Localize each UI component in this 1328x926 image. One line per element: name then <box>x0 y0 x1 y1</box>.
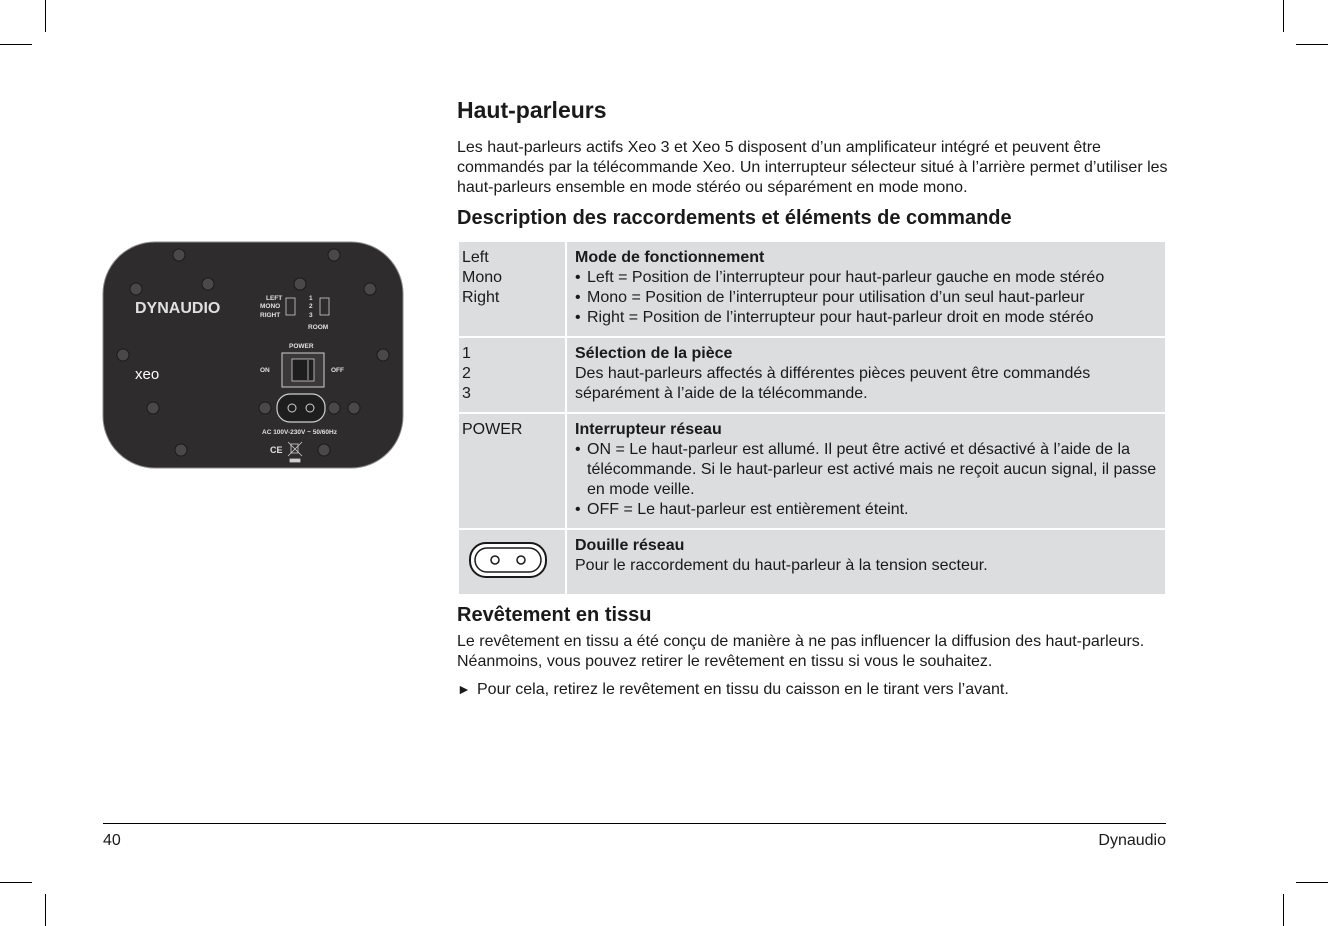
crop-mark <box>1283 894 1284 926</box>
screw <box>364 283 376 295</box>
label-mono: Mono <box>462 269 503 286</box>
row-label-cell <box>458 413 566 529</box>
power-switch[interactable] <box>292 359 314 381</box>
fabric-paragraph: Le revêtement en tissu a été conçu de manière à ne pas influencer la diffusion des haut-parleurs. Néanmoins, vous pouvez retirer le revêtement en tissu si vous le souhaitez. <box>457 633 1145 670</box>
table-row <box>458 413 1166 529</box>
row-label-cell <box>458 337 566 413</box>
instruction-text: Pour cela, retirez le revêtement en tissu du caisson en le tirant vers l’avant. <box>477 681 1009 698</box>
screw <box>328 249 340 261</box>
section-heading-fabric: Revêtement en tissu <box>457 604 652 626</box>
screw <box>318 444 330 456</box>
crop-mark <box>45 0 46 32</box>
room-switch[interactable] <box>320 298 329 315</box>
row-text: Pour le raccordement du haut-parleur à la tension secteur. <box>575 557 988 574</box>
power-socket-icon <box>467 540 549 580</box>
screw <box>175 444 187 456</box>
off-label: OFF <box>331 367 344 374</box>
mode-label-left: LEFT <box>266 295 283 302</box>
speaker-back-panel <box>102 241 404 469</box>
crop-mark <box>1283 0 1284 32</box>
screw <box>173 249 185 261</box>
row-label-cell <box>458 241 566 337</box>
xeo-logo: xeo <box>135 366 160 383</box>
crop-mark <box>0 882 32 883</box>
row-title: Sélection de la pièce <box>575 345 733 362</box>
arrow-right-icon: ► <box>457 681 471 697</box>
row-description-cell <box>566 413 1166 529</box>
crop-mark <box>1296 882 1328 883</box>
table-row <box>458 529 1166 595</box>
room-number-2: 2 <box>309 303 313 310</box>
mode-label-mono: MONO <box>260 303 281 310</box>
power-label: POWER <box>289 343 314 350</box>
room-label: ROOM <box>308 324 329 331</box>
bullet-item: • OFF = Le haut-parleur est entièrement éteint. <box>575 500 1157 520</box>
screw <box>147 402 159 414</box>
bullet-item: • Mono = Position de l’interrupteur pour utilisation d’un seul haut-parleur <box>575 288 1157 308</box>
screw <box>377 349 389 361</box>
ac-rating-label: AC 100V-230V ~ 50/60Hz <box>262 429 337 436</box>
screw <box>348 402 360 414</box>
mode-switch[interactable] <box>286 298 295 315</box>
row-description-cell <box>566 337 1166 413</box>
row-label-cell <box>458 529 566 595</box>
dynaudio-logo: DYNAUDIO <box>135 300 221 317</box>
row-title: Interrupteur réseau <box>575 421 722 438</box>
intro-paragraph: Les haut-parleurs actifs Xeo 3 et Xeo 5 disposent d’un amplificateur intégré et peuvent être commandés par la télécommande Xeo. Un interrupteur sélecteur situé à l’arrière permet d’utiliser les haut-parleurs ensemble en mode stéréo ou séparément en mode mono. <box>457 139 1168 196</box>
label-room-1: 1 <box>462 345 471 362</box>
row-title: Mode de fonctionnement <box>575 249 765 266</box>
room-number-1: 1 <box>309 295 313 302</box>
crop-mark <box>0 44 32 45</box>
screw <box>259 402 271 414</box>
fabric-instruction <box>457 679 1177 700</box>
panel-body <box>103 242 403 468</box>
row-description-cell <box>566 241 1166 337</box>
label-left: Left <box>462 249 489 266</box>
power-socket[interactable] <box>277 394 325 422</box>
label-power: POWER <box>462 421 523 438</box>
row-title: Douille réseau <box>575 537 685 554</box>
screw <box>117 349 129 361</box>
bullet-item: • Left = Position de l’interrupteur pour haut-parleur gauche en mode stéréo <box>575 268 1157 288</box>
ce-mark: CE <box>270 445 283 455</box>
row-description-cell <box>566 529 1166 595</box>
row-text: Des haut-parleurs affectés à différentes pièces peuvent être commandés séparément à l’aide de la télécommande. <box>575 365 1091 402</box>
section-heading-connections: Description des raccordements et éléments de commande <box>457 207 1012 229</box>
table-row <box>458 241 1166 337</box>
bullet-item: • Right = Position de l’interrupteur pour haut-parleur droit en mode stéréo <box>575 308 1157 328</box>
crop-mark <box>45 894 46 926</box>
table-row <box>458 337 1166 413</box>
footer-divider <box>103 823 1166 824</box>
page-title: Haut-parleurs <box>457 97 607 123</box>
room-number-3: 3 <box>309 312 313 319</box>
screw <box>294 278 306 290</box>
on-label: ON <box>260 367 270 374</box>
screw <box>130 283 142 295</box>
bullet-item: • ON = Le haut-parleur est allumé. Il peut être activé et désactivé à l’aide de la télécommande. Si le haut-parleur est activé mais ne reçoit aucun signal, il passe en mode veille. <box>575 440 1157 500</box>
page-number: 40 <box>103 832 121 849</box>
label-right: Right <box>462 289 500 306</box>
screw <box>328 402 340 414</box>
mode-label-right: RIGHT <box>260 312 281 319</box>
footer-brand: Dynaudio <box>1098 832 1166 849</box>
crop-mark <box>1296 44 1328 45</box>
label-room-2: 2 <box>462 365 471 382</box>
connections-table <box>457 240 1167 596</box>
label-room-3: 3 <box>462 385 471 402</box>
screw <box>202 278 214 290</box>
